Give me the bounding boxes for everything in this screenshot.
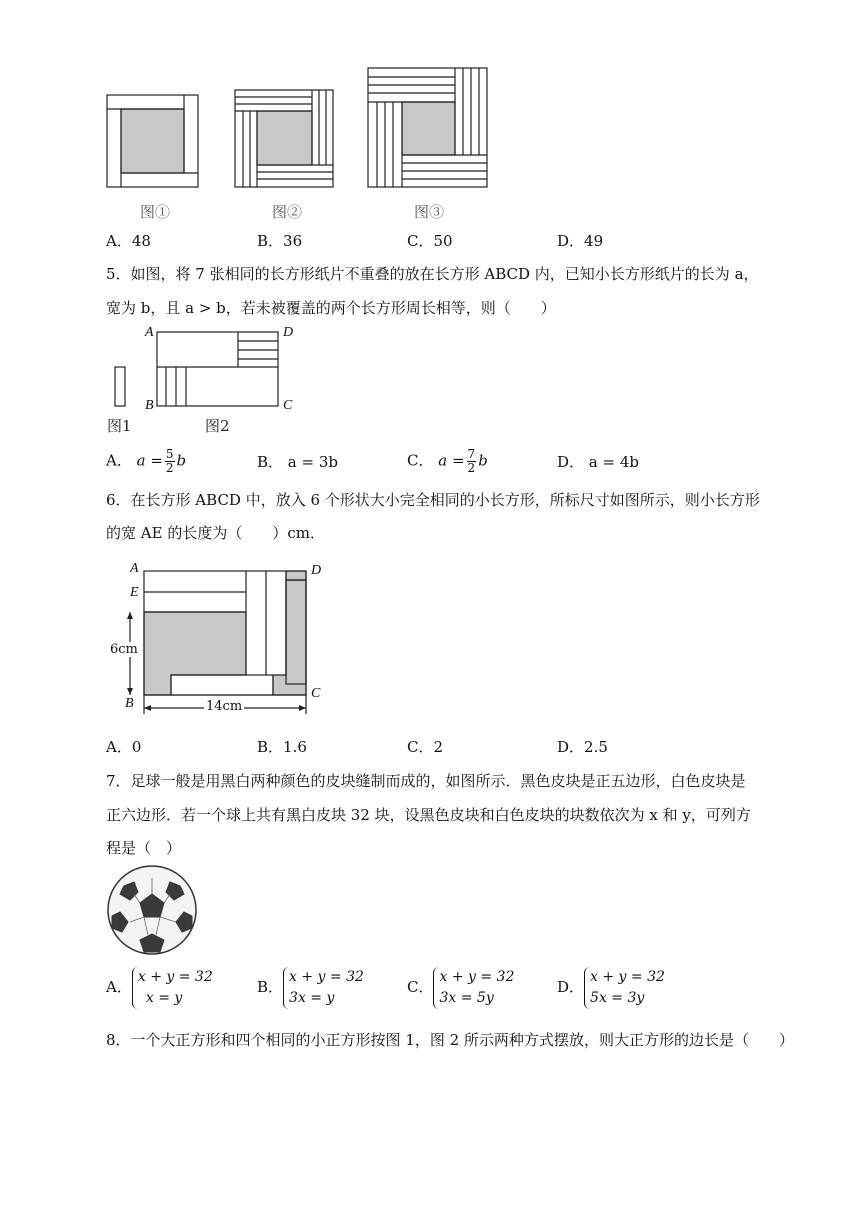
q4-fig-label-2: 图②	[272, 203, 303, 221]
q5-label-c: C	[283, 398, 293, 413]
q7-option-d: D． x + y = 32 5x = 3y	[557, 967, 665, 1009]
q4-fig-label-1: 图①	[140, 203, 171, 221]
q4-fig-label-3: 图③	[414, 203, 445, 221]
q6-option-b: B．1.6	[257, 738, 307, 756]
q6-dimension-horizontal: 14cm	[206, 699, 243, 714]
q6-option-d: D．2.5	[557, 738, 608, 756]
q5-label-d: D	[283, 325, 294, 340]
q5-option-a: A． a = $\frac{5}{2}$ b	[106, 447, 187, 475]
q6-text-line-2: 的宽 AE 的长度为（ ）cm．	[106, 524, 325, 542]
q4-option-b: B．36	[257, 232, 303, 250]
q6-option-c: C．2	[407, 738, 444, 756]
q6-dimension-vertical: 6cm	[110, 642, 138, 657]
q6-label-b: B	[125, 696, 134, 711]
q5-option-b: B． a = 3b	[257, 453, 338, 471]
soccer-ball-icon	[106, 864, 198, 956]
q5-text-line-1: 5．如图，将 7 张相同的长方形纸片不重叠的放在长方形 ABCD 内，已知小长方形纸片的长为 a，	[106, 265, 759, 283]
q6-text-line-1: 6．在长方形 ABCD 中，放入 6 个形状大小完全相同的小长方形，所标尺寸如图所示，则小长方形	[106, 491, 760, 509]
q6-option-a: A．0	[106, 738, 142, 756]
q5-label-b: B	[145, 398, 154, 413]
q6-label-d: D	[311, 563, 322, 578]
q6-label-a: A	[130, 561, 139, 576]
q6-label-e: E	[130, 585, 139, 600]
q5-text-line-2: 宽为 b，且 a > b，若未被覆盖的两个长方形周长相等，则（ ）	[106, 299, 556, 317]
q5-fig-label-1: 图1	[107, 417, 132, 435]
q7-text-line-1: 7．足球一般是用黑白两种颜色的皮块缝制而成的，如图所示．黑色皮块是正五边形，白色皮块是	[106, 772, 746, 790]
q7-option-c: C． x + y = 32 3x = 5y	[407, 967, 514, 1009]
q5-fig-label-2: 图2	[205, 417, 230, 435]
q7-text-line-3: 程是（ ）	[106, 839, 182, 857]
q4-option-a: A．48	[106, 232, 151, 250]
q6-label-c: C	[311, 686, 321, 701]
q5-option-d: D． a = 4b	[557, 453, 639, 471]
q8-text-line-1: 8．一个大正方形和四个相同的小正方形按图 1，图 2 所示两种方式摆放，则大正方形的边长是（ ）	[106, 1031, 794, 1049]
q5-option-c: C． a = $\frac{7}{2}$ b	[407, 447, 488, 475]
q4-option-c: C．50	[407, 232, 453, 250]
q4-option-d: D．49	[557, 232, 604, 250]
q7-option-b: B． x + y = 32 3x = y	[257, 967, 364, 1009]
q7-text-line-2: 正六边形．若一个球上共有黑白皮块 32 块，设黑色皮块和白色皮块的块数依次为 x 和 y，可列方	[106, 806, 751, 824]
q7-option-a: A． x + y = 32 x = y	[106, 967, 213, 1009]
q5-label-a: A	[145, 325, 154, 340]
